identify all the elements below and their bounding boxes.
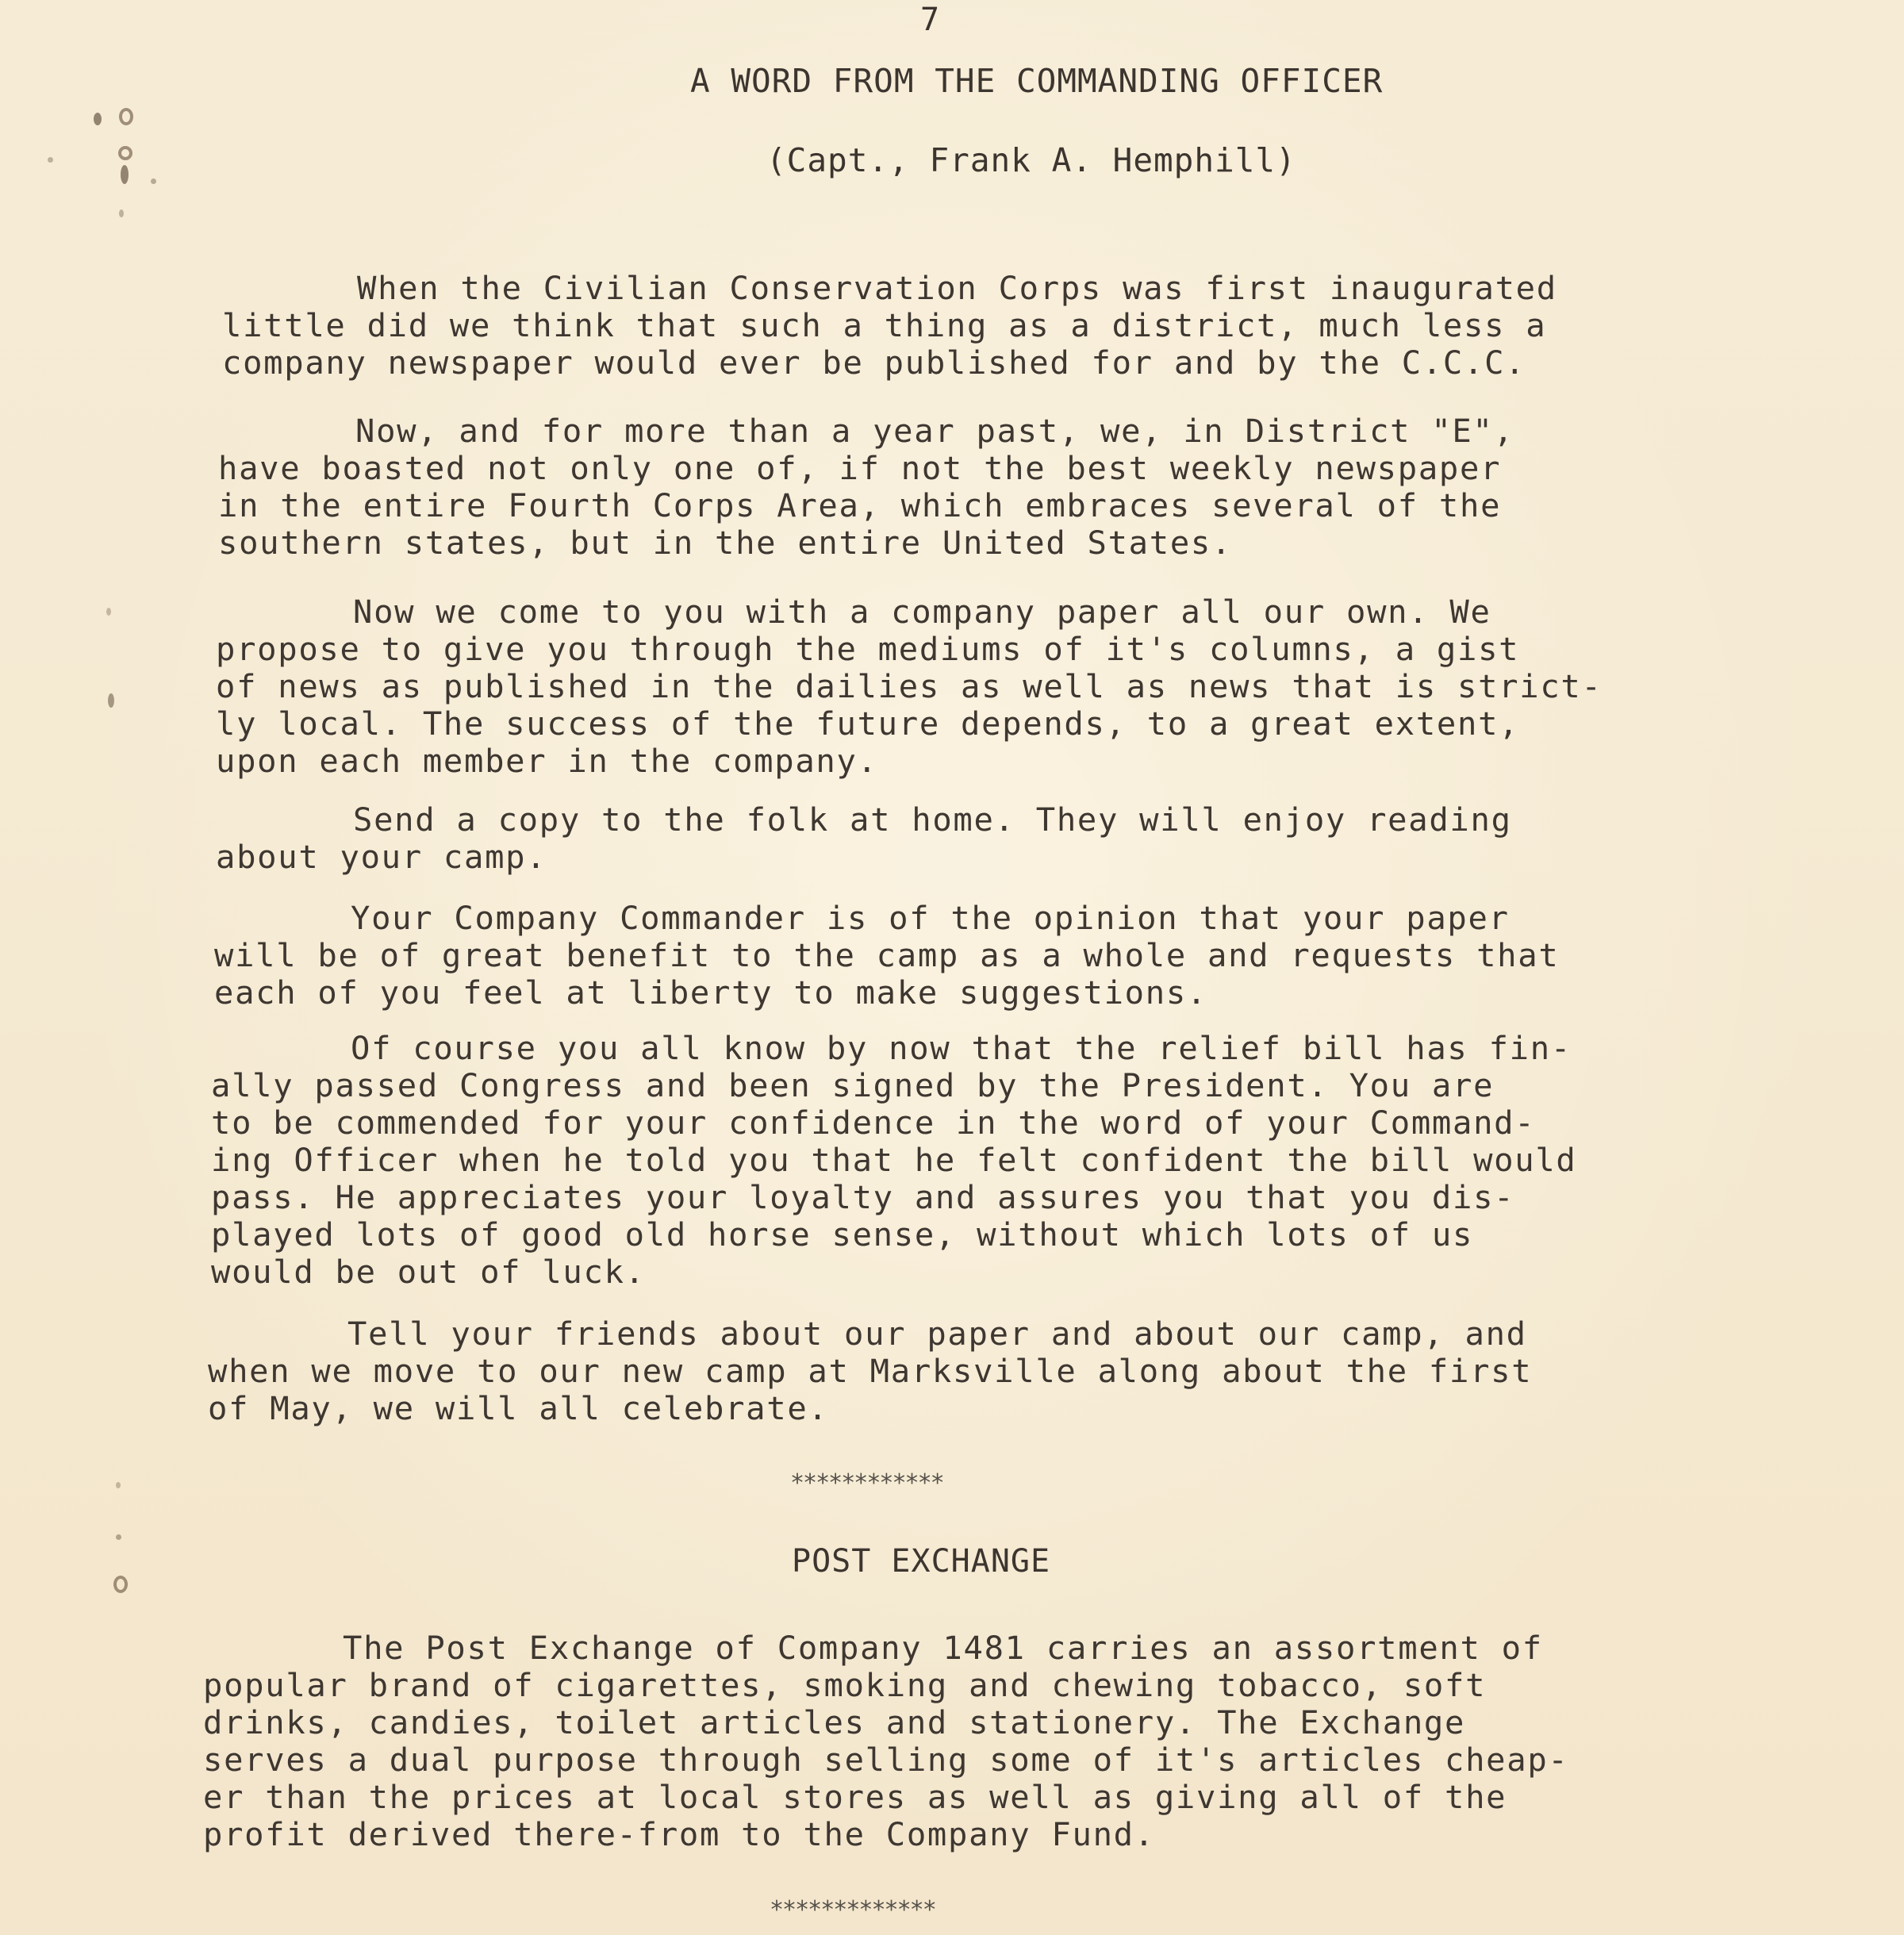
paragraph-5: Your Company Commander is of the opinion that your paper will be of great benefit to the camp as a whole and requests that each of you feel at liberty to make suggestions. [214, 899, 1560, 1012]
binding-hole [119, 209, 124, 217]
binding-hole [121, 165, 129, 184]
paragraph-3: Now we come to you with a company paper all our own. We propose to give you through the mediums of it's columns, a gist of news as published in the dailies as well as news that is strict- ly local. The success of the future depends, to a great extent, upon each member in the company. [216, 593, 1603, 780]
binding-hole [94, 113, 102, 125]
post-exchange-title: POST EXCHANGE [792, 1543, 1051, 1580]
binding-hole [108, 693, 114, 708]
binding-ring [118, 146, 132, 160]
section-divider: ************ [790, 1469, 943, 1497]
section-divider: ************* [770, 1896, 935, 1924]
post-exchange-paragraph: The Post Exchange of Company 1481 carries an assortment of popular brand of cigarettes, smoking and chewing tobacco, soft drinks, candies, toilet articles and stationery. The Exchange serves a dual purpose through selling some of it's articles cheap- er than the prices at local stores as well as giving all of the profit derived there-from to the Company Fund. [203, 1629, 1569, 1853]
binding-hole [116, 1482, 121, 1488]
binding-ring [113, 1576, 128, 1593]
binding-hole [151, 179, 156, 184]
article-title: A WORD FROM THE COMMANDING OFFICER [690, 62, 1384, 100]
binding-ring [119, 108, 133, 125]
binding-hole [116, 1534, 121, 1540]
paragraph-7: Tell your friends about our paper and about our camp, and when we move to our new camp at Marksville along about the first of May, we will all celebrate. [208, 1315, 1533, 1427]
page-number: 7 [920, 2, 940, 38]
paragraph-1: When the Civilian Conservation Corps was first inaugurated little did we think that such a thing as a district, much less a company newspaper would ever be published for and by the C.C.C. [222, 269, 1557, 382]
binding-hole [106, 608, 111, 616]
article-byline: (Capt., Frank A. Hemphill) [766, 141, 1296, 179]
paragraph-2: Now, and for more than a year past, we, in District "E", have boasted not only one of, if not the best weekly newspaper in the entire Fourth Corps Area, which embraces several of the southern states, but in the entire United States. [218, 412, 1514, 562]
paragraph-6: Of course you all know by now that the relief bill has fin- ally passed Congress and been signed by the President. You are to be commended for your confidence in the word of your Command- ing Officer when he told you that he felt confident the bill would pass. He appreciates your loyalty and assures you that you dis- played lots of good old horse sense, without which lots of us would be out of luck. [211, 1029, 1577, 1291]
binding-hole [48, 157, 53, 163]
paragraph-4: Send a copy to the folk at home. They will enjoy reading about your camp. [216, 800, 1512, 876]
